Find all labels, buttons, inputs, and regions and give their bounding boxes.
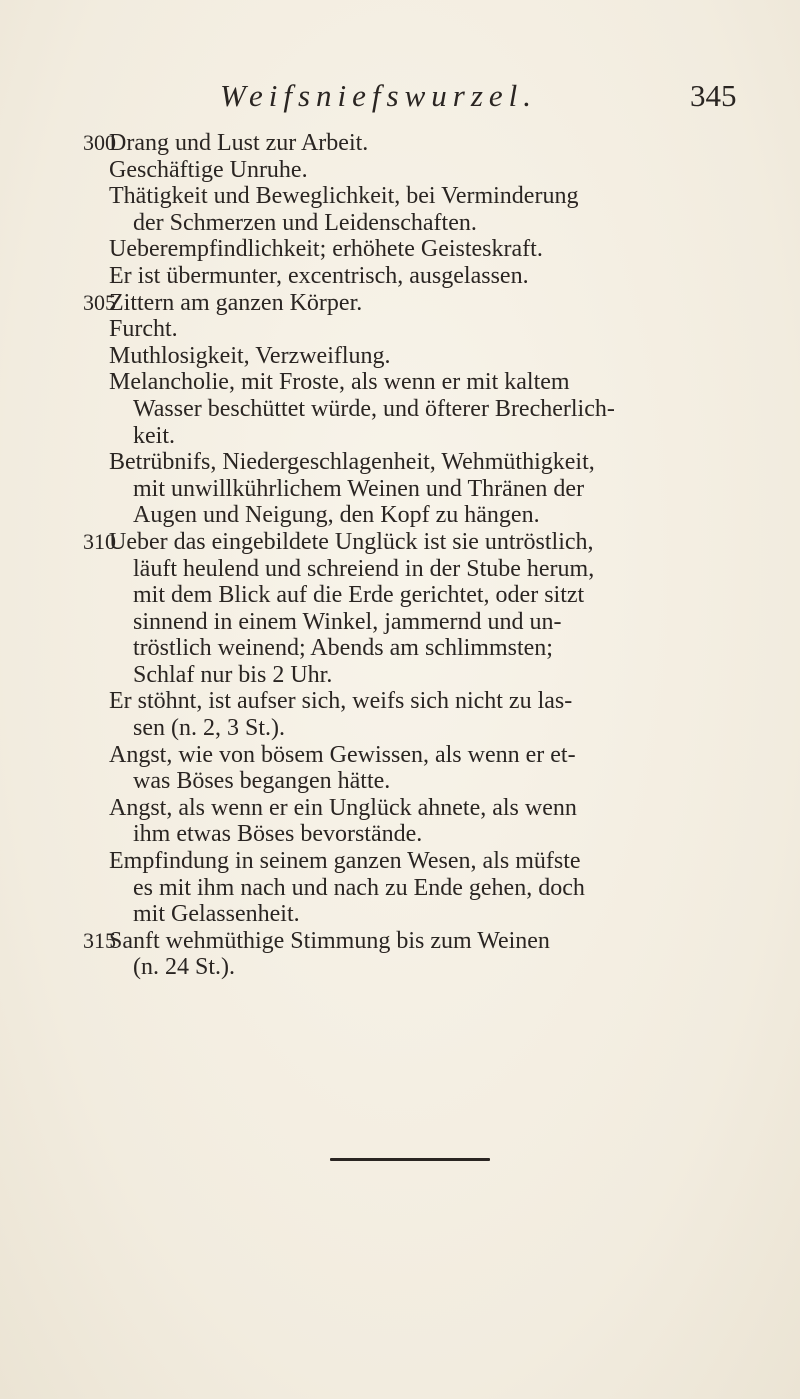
line-text: (n. 24 St.).: [133, 954, 235, 981]
text-line: [0, 502, 800, 529]
line-text: Wasser beschüttet würde, und öfterer Brecherlich-: [133, 395, 615, 422]
line-text: Er ist übermunter, excentrisch, ausgelassen.: [109, 262, 529, 289]
line-text: Ueber das eingebildete Unglück ist sie untröstlich,: [109, 528, 594, 555]
line-text: läuft heulend und schreiend in der Stube herum,: [133, 555, 595, 582]
line-text: Thätigkeit und Beweglichkeit, bei Verminderung: [109, 183, 579, 210]
text-line: [0, 343, 800, 370]
line-number: 305: [83, 289, 116, 315]
line-text: Er stöhnt, ist aufser sich, weifs sich nicht zu las-: [109, 688, 573, 715]
text-line: [0, 662, 800, 689]
text-line: [0, 369, 800, 396]
line-text: Angst, als wenn er ein Unglück ahnete, als wenn: [109, 794, 577, 821]
text-line: [0, 688, 800, 715]
page-number: 345: [690, 78, 737, 113]
line-number: 310: [83, 528, 116, 554]
text-line: [0, 795, 800, 822]
line-text: was Böses begangen hätte.: [133, 768, 391, 795]
line-text: mit dem Blick auf die Erde gerichtet, oder sitzt: [133, 582, 585, 609]
line-text: Schlaf nur bis 2 Uhr.: [133, 661, 333, 688]
running-title: Weifsniefswurzel.: [220, 78, 538, 113]
line-text: Drang und Lust zur Arbeit.: [109, 130, 369, 156]
text-line: [0, 821, 800, 848]
text-line: [0, 954, 800, 981]
text-line: [0, 210, 800, 237]
line-text: sen (n. 2, 3 St.).: [133, 715, 285, 742]
text-line: [0, 396, 800, 423]
line-number: 315: [83, 927, 116, 953]
line-text: Empfindung in seinem ganzen Wesen, als müfste: [109, 848, 581, 875]
text-line: [0, 768, 800, 795]
line-text: sinnend in einem Winkel, jammernd und un-: [133, 608, 562, 635]
text-line: [0, 529, 800, 556]
text-line: [0, 635, 800, 662]
line-text: mit unwillkührlichem Weinen und Thränen der: [133, 475, 585, 502]
line-text: es mit ihm nach und nach zu Ende gehen, doch: [133, 874, 585, 901]
text-line: [0, 609, 800, 636]
text-line: [0, 290, 800, 317]
text-line: [0, 183, 800, 210]
text-line: [0, 263, 800, 290]
text-line: [0, 157, 800, 184]
line-text: Angst, wie von bösem Gewissen, als wenn er et-: [109, 741, 576, 768]
text-line: [0, 449, 800, 476]
text-line: [0, 476, 800, 503]
text-line: [0, 556, 800, 583]
line-text: Ueberempfindlichkeit; erhöhete Geisteskraft.: [109, 236, 543, 263]
line-text: Betrübnifs, Niedergeschlagenheit, Wehmüthigkeit,: [109, 449, 595, 476]
line-text: ihm etwas Böses bevorstände.: [133, 821, 423, 848]
line-text: Zittern am ganzen Körper.: [109, 289, 363, 316]
text-line: [0, 875, 800, 902]
text-line: [0, 316, 800, 343]
text-line: [0, 130, 800, 157]
line-text: der Schmerzen und Leidenschaften.: [133, 209, 477, 236]
text-line: [0, 715, 800, 742]
line-text: Augen und Neigung, den Kopf zu hängen.: [133, 502, 540, 529]
line-text: Melancholie, mit Froste, als wenn er mit kaltem: [109, 369, 570, 396]
line-text: Geschäftige Unruhe.: [109, 156, 308, 183]
line-text: Sanft wehmüthige Stimmung bis zum Weinen: [109, 927, 550, 954]
line-text: keit.: [133, 422, 175, 449]
text-line: [0, 236, 800, 263]
page-header: [0, 78, 800, 118]
end-rule: [330, 1158, 490, 1161]
line-text: Furcht.: [109, 316, 178, 343]
line-text: tröstlich weinend; Abends am schlimmsten;: [133, 635, 553, 662]
line-number: 300: [83, 130, 116, 155]
text-line: [0, 928, 800, 955]
line-text: mit Gelassenheit.: [133, 901, 300, 928]
text-body: [0, 130, 800, 981]
text-line: [0, 742, 800, 769]
text-line: [0, 423, 800, 450]
text-line: [0, 848, 800, 875]
text-line: [0, 901, 800, 928]
text-line: [0, 582, 800, 609]
line-text: Muthlosigkeit, Verzweiflung.: [109, 342, 391, 369]
